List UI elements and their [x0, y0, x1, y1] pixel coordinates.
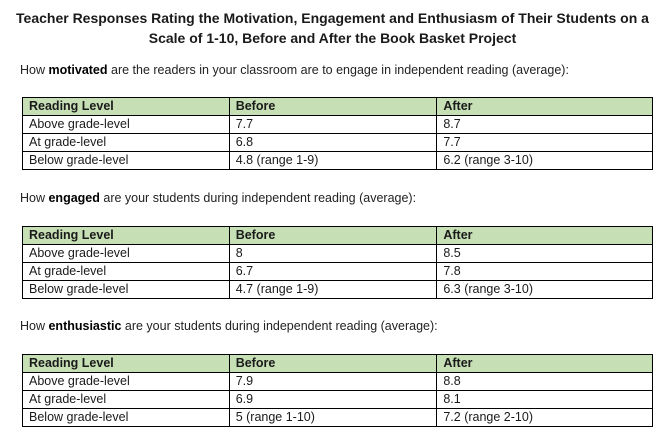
table-row — [23, 116, 653, 134]
question-enthusiastic — [20, 319, 438, 333]
header-before: Before — [229, 227, 437, 245]
question-prefix: How — [20, 63, 49, 77]
title-line-1: Teacher Responses Rating the Motivation, Engagement and Enthusiasm of Their Students on a — [16, 10, 649, 26]
table-row — [23, 391, 653, 409]
question-suffix: are the readers in your classroom are to engage in independent reading (average): — [107, 63, 569, 77]
cell-level: Above grade-level — [23, 245, 230, 263]
question-keyword: motivated — [48, 63, 108, 77]
cell-before: 4.7 (range 1-9) — [229, 281, 437, 299]
cell-after: 8.7 — [437, 116, 653, 134]
table-row — [23, 152, 653, 170]
question-prefix: How — [20, 191, 49, 205]
table-header-row — [23, 227, 653, 245]
cell-level: Below grade-level — [23, 152, 230, 170]
cell-level: Below grade-level — [23, 409, 230, 427]
header-after: After — [437, 355, 653, 373]
table-header-row — [23, 355, 653, 373]
cell-level: Above grade-level — [23, 116, 230, 134]
table-row — [23, 263, 653, 281]
header-reading-level: Reading Level — [23, 98, 230, 116]
cell-level: Below grade-level — [23, 281, 230, 299]
question-prefix: How — [20, 319, 49, 333]
question-motivated — [20, 63, 569, 77]
cell-after: 6.2 (range 3-10) — [437, 152, 653, 170]
header-after: After — [437, 227, 653, 245]
table-row — [23, 373, 653, 391]
table-header-row — [23, 98, 653, 116]
header-reading-level: Reading Level — [23, 227, 230, 245]
table-row — [23, 409, 653, 427]
cell-before: 6.9 — [229, 391, 437, 409]
cell-after: 7.8 — [437, 263, 653, 281]
question-engaged — [20, 191, 416, 205]
header-after: After — [437, 98, 653, 116]
cell-after: 8.8 — [437, 373, 653, 391]
cell-after: 6.3 (range 3-10) — [437, 281, 653, 299]
document-title — [0, 8, 665, 48]
table-row — [23, 134, 653, 152]
header-before: Before — [229, 98, 437, 116]
cell-before: 8 — [229, 245, 437, 263]
cell-after: 8.1 — [437, 391, 653, 409]
table-row — [23, 281, 653, 299]
engagement-table — [22, 226, 653, 299]
cell-before: 7.7 — [229, 116, 437, 134]
title-line-2: Scale of 1-10, Before and After the Book Basket Project — [148, 30, 517, 46]
cell-before: 4.8 (range 1-9) — [229, 152, 437, 170]
header-reading-level: Reading Level — [23, 355, 230, 373]
cell-level: At grade-level — [23, 134, 230, 152]
cell-level: At grade-level — [23, 263, 230, 281]
cell-before: 7.9 — [229, 373, 437, 391]
cell-level: Above grade-level — [23, 373, 230, 391]
question-keyword: enthusiastic — [48, 319, 122, 333]
cell-after: 7.7 — [437, 134, 653, 152]
question-suffix: are your students during independent reading (average): — [99, 191, 417, 205]
cell-before: 6.7 — [229, 263, 437, 281]
cell-level: At grade-level — [23, 391, 230, 409]
header-before: Before — [229, 355, 437, 373]
question-keyword: engaged — [48, 191, 100, 205]
table-row — [23, 245, 653, 263]
cell-before: 5 (range 1-10) — [229, 409, 437, 427]
cell-after: 8.5 — [437, 245, 653, 263]
cell-before: 6.8 — [229, 134, 437, 152]
question-suffix: are your students during independent reading (average): — [121, 319, 438, 333]
enthusiasm-table — [22, 354, 653, 427]
cell-after: 7.2 (range 2-10) — [437, 409, 653, 427]
motivation-table — [22, 97, 653, 170]
